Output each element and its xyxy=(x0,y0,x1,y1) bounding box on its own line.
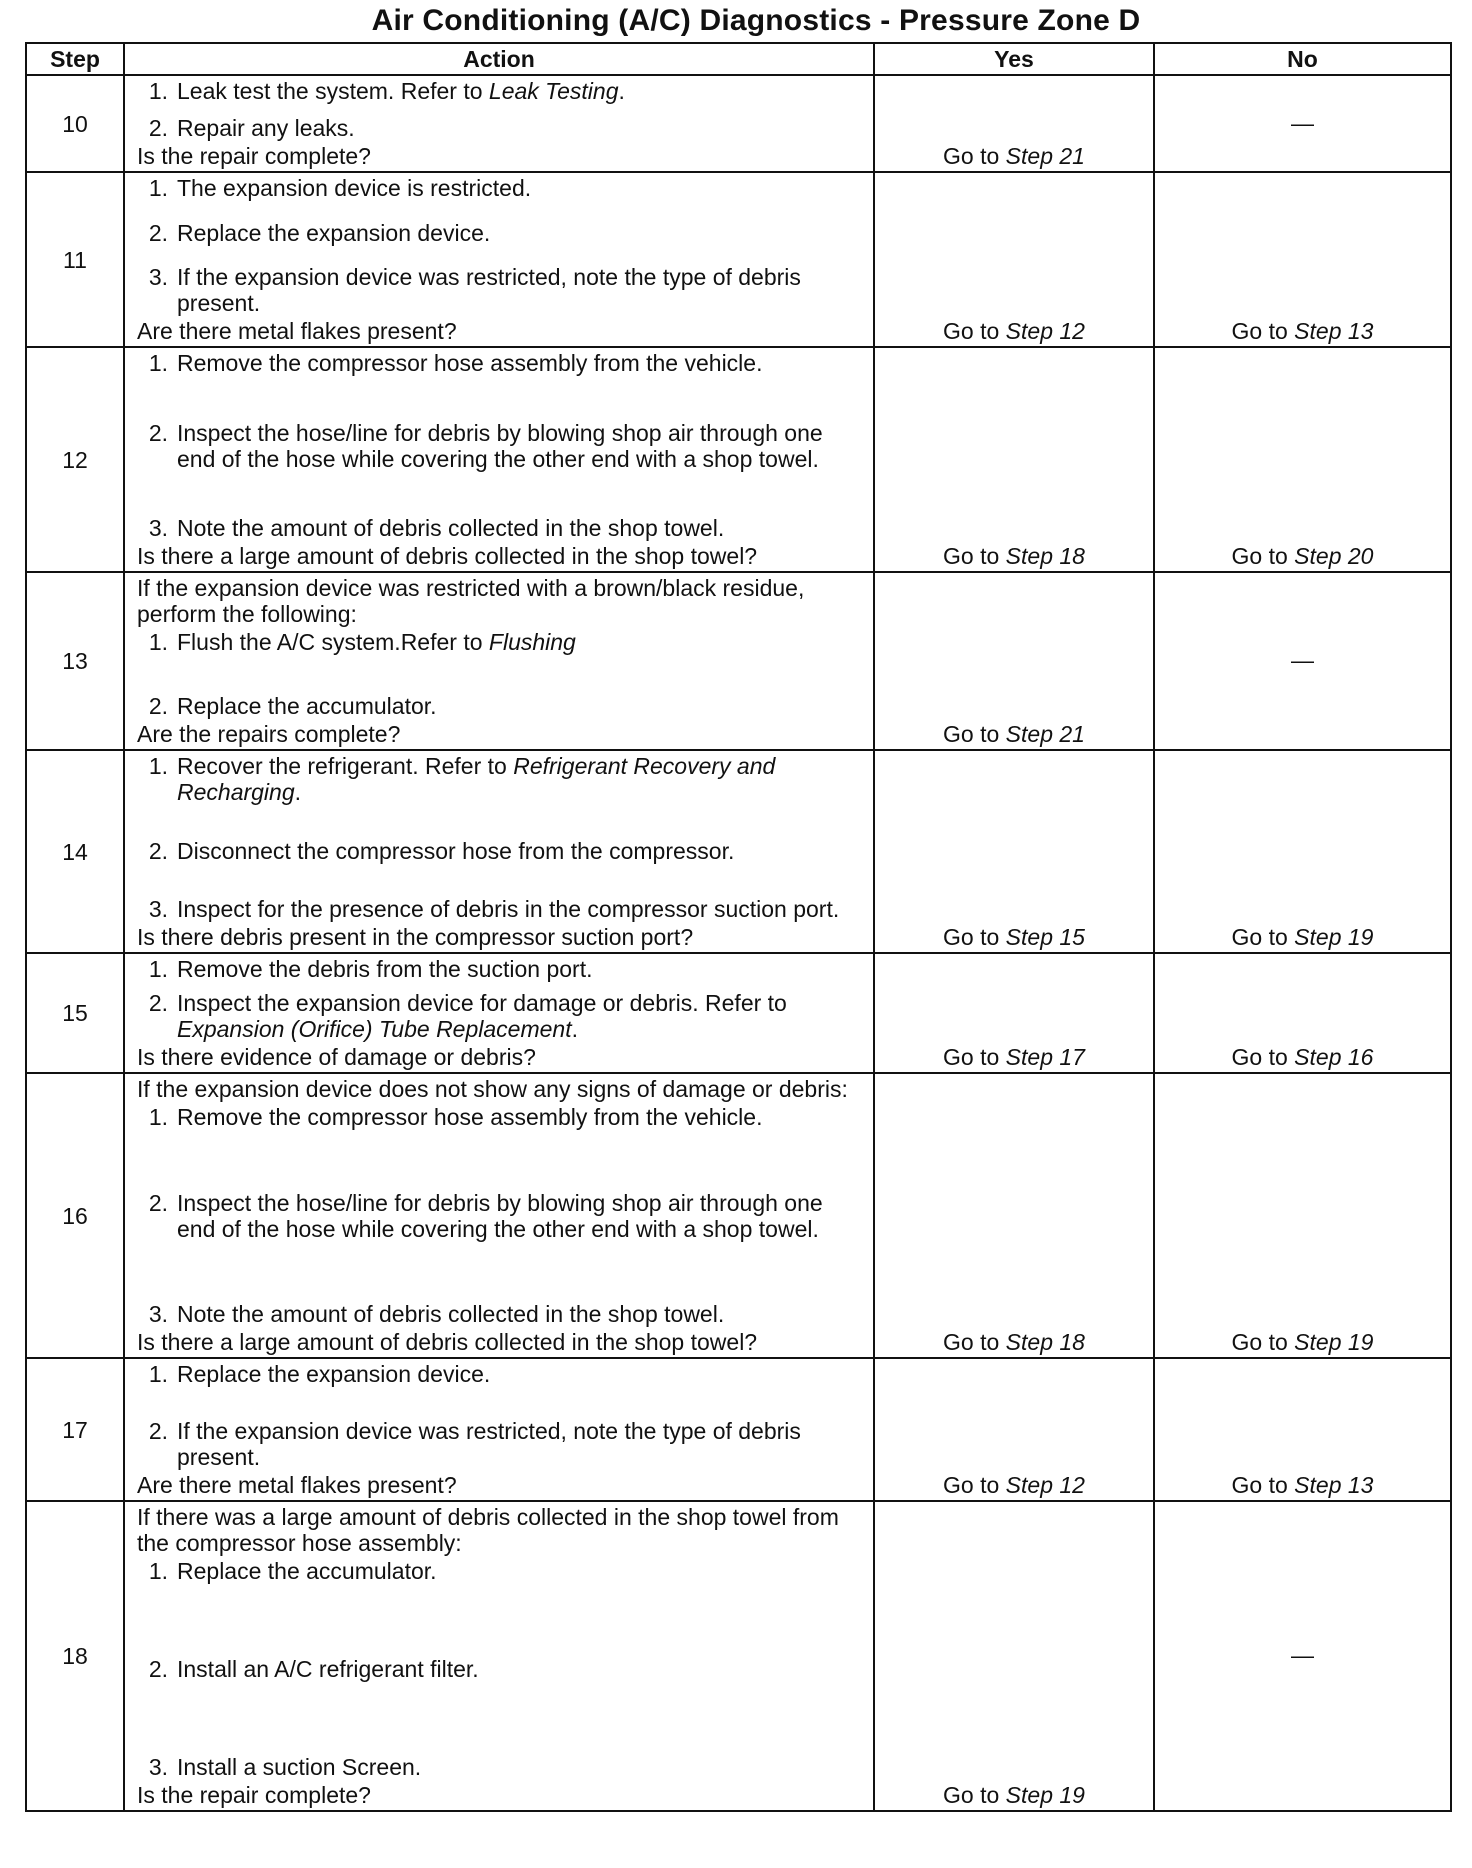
yes-goto xyxy=(943,1044,1085,1070)
action-item-body: Remove the debris from the suction port. xyxy=(177,956,593,982)
action-item-tail: . xyxy=(571,1016,578,1042)
goto-prefix: Go to xyxy=(943,924,1000,950)
action-cell xyxy=(124,75,874,172)
action-item-tail: . xyxy=(294,779,302,805)
action-item-text xyxy=(177,1104,861,1130)
goto-prefix: Go to xyxy=(943,143,1000,169)
yes-target-step: Step 12 xyxy=(1005,1472,1085,1498)
action-item-body: Disconnect the compressor hose from the compressor. xyxy=(177,837,735,864)
action-cell xyxy=(124,172,874,347)
goto-prefix: Go to xyxy=(1231,1329,1288,1355)
yes-goto xyxy=(943,924,1085,950)
yes-cell xyxy=(874,572,1154,750)
action-item xyxy=(137,515,861,541)
no-goto xyxy=(1232,1044,1374,1070)
action-list xyxy=(137,1558,861,1780)
yes-target-step: Step 15 xyxy=(1005,924,1085,950)
action-item-body: Replace the accumulator. xyxy=(177,1558,437,1584)
goto-prefix: Go to xyxy=(943,721,1000,747)
action-item-number: 1. xyxy=(148,175,168,201)
action-item xyxy=(137,838,861,864)
yes-target-step: Step 18 xyxy=(1005,543,1085,569)
table-row xyxy=(26,1358,1451,1501)
yes-goto xyxy=(943,1329,1085,1355)
no-target-step: Step 16 xyxy=(1294,1044,1374,1070)
action-item-body: Repair any leaks. xyxy=(177,115,355,141)
action-item-number: 1. xyxy=(148,956,168,982)
action-item-text xyxy=(177,115,861,141)
action-item-number: 2. xyxy=(148,1189,168,1216)
yes-goto xyxy=(943,1782,1085,1808)
table-row xyxy=(26,172,1451,347)
yes-target-step: Step 12 xyxy=(1005,318,1085,344)
action-item-number: 3. xyxy=(148,1301,168,1327)
action-content xyxy=(137,575,861,747)
action-question: Are there metal flakes present? xyxy=(137,1472,457,1498)
action-item-body: Replace the expansion device. xyxy=(177,1361,491,1387)
page-title: Air Conditioning (A/C) Diagnostics - Pressure Zone D xyxy=(371,4,1141,37)
action-cell xyxy=(124,750,874,953)
action-content xyxy=(137,1076,861,1355)
action-item-number: 2. xyxy=(148,990,168,1016)
action-item-number: 1. xyxy=(148,350,168,376)
column-header-action: Action xyxy=(124,43,874,75)
yes-cell xyxy=(874,75,1154,172)
action-item xyxy=(137,1361,861,1387)
table-row xyxy=(26,953,1451,1073)
procedure-reference: Expansion (Orifice) Tube Replacement xyxy=(177,1016,572,1042)
column-header-step: Step xyxy=(26,43,124,75)
step-number: 17 xyxy=(26,1358,124,1501)
action-item-text xyxy=(177,1418,861,1470)
yes-goto xyxy=(943,1472,1085,1498)
action-item-text xyxy=(177,420,861,472)
action-item xyxy=(137,78,861,104)
action-question: Is the repair complete? xyxy=(137,1782,371,1808)
procedure-reference: Flushing xyxy=(488,629,576,655)
action-item xyxy=(137,1754,861,1780)
action-item-body: Flush the A/C system.Refer to xyxy=(177,629,489,655)
action-item xyxy=(137,753,861,805)
action-item-body: Inspect for the presence of debris in the compressor suction port. xyxy=(177,896,840,922)
action-cell xyxy=(124,347,874,572)
step-number: 10 xyxy=(26,75,124,172)
not-applicable-dash: — xyxy=(1291,109,1314,136)
procedure-reference: Leak Testing xyxy=(488,78,619,104)
yes-cell xyxy=(874,953,1154,1073)
action-cell xyxy=(124,1501,874,1811)
step-number: 14 xyxy=(26,750,124,953)
goto-prefix: Go to xyxy=(943,1472,1000,1498)
yes-cell xyxy=(874,1501,1154,1811)
action-item-number: 1. xyxy=(148,1361,168,1387)
action-item-number: 1. xyxy=(148,753,168,779)
action-item xyxy=(137,1301,861,1327)
goto-prefix: Go to xyxy=(943,1782,1000,1808)
action-item xyxy=(137,629,861,655)
action-question: Is there debris present in the compressor suction port? xyxy=(137,924,694,950)
action-item-number: 3. xyxy=(148,896,168,922)
action-item-body: Inspect the expansion device for damage or debris. Refer to xyxy=(177,990,787,1016)
action-item xyxy=(137,990,861,1042)
action-list xyxy=(137,956,861,1042)
action-list xyxy=(137,1104,861,1327)
action-item-number: 2. xyxy=(148,419,168,446)
action-item-text xyxy=(177,515,861,541)
action-cell xyxy=(124,572,874,750)
table-row xyxy=(26,750,1451,953)
action-content xyxy=(137,753,861,950)
action-list xyxy=(137,1361,861,1470)
table-row xyxy=(26,1073,1451,1358)
goto-prefix: Go to xyxy=(1231,1044,1288,1070)
action-item-body: Remove the compressor hose assembly from the vehicle. xyxy=(177,350,763,376)
action-item-number: 1. xyxy=(148,1104,168,1130)
no-target-step: Step 19 xyxy=(1294,924,1374,950)
action-item-text xyxy=(177,1558,861,1584)
action-item-body: If the expansion device was restricted, note the type of debris present. xyxy=(177,264,801,316)
table-row xyxy=(26,1501,1451,1811)
action-list xyxy=(137,175,861,316)
no-target-step: Step 13 xyxy=(1294,318,1374,344)
no-cell xyxy=(1154,172,1451,347)
action-list xyxy=(137,629,861,719)
action-question: Is there a large amount of debris collected in the shop towel? xyxy=(137,543,758,569)
table-body xyxy=(26,75,1451,1811)
goto-prefix: Go to xyxy=(943,1044,1000,1070)
action-item-text xyxy=(177,1656,861,1682)
action-item-text xyxy=(177,1190,861,1242)
yes-target-step: Step 21 xyxy=(1005,143,1085,169)
step-number: 18 xyxy=(26,1501,124,1811)
action-list xyxy=(137,350,861,541)
action-item-number: 2. xyxy=(148,1656,168,1682)
yes-cell xyxy=(874,1358,1154,1501)
action-question: Is there a large amount of debris collected in the shop towel? xyxy=(137,1329,758,1355)
yes-target-step: Step 21 xyxy=(1005,721,1085,747)
action-cell xyxy=(124,1073,874,1358)
action-item-body: Recover the refrigerant. Refer to xyxy=(177,753,514,779)
action-item-number: 3. xyxy=(148,515,168,541)
action-item-body: Install a suction Screen. xyxy=(177,1754,422,1780)
yes-target-step: Step 19 xyxy=(1005,1782,1085,1808)
no-cell xyxy=(1154,1358,1451,1501)
action-item xyxy=(137,220,861,246)
no-goto xyxy=(1232,924,1374,950)
step-number: 15 xyxy=(26,953,124,1073)
action-question: Are the repairs complete? xyxy=(137,721,401,747)
action-item-body: Inspect the hose/line for debris by blowing shop air through one end of the hose while covering the other end with a shop towel. xyxy=(177,1189,823,1242)
step-number: 16 xyxy=(26,1073,124,1358)
action-item-text xyxy=(177,264,861,316)
action-item-text xyxy=(177,753,861,805)
no-cell xyxy=(1154,75,1451,172)
action-item xyxy=(137,1104,861,1130)
action-item xyxy=(137,420,861,472)
action-item-number: 2. xyxy=(148,693,168,719)
action-item-body: Remove the compressor hose assembly from the vehicle. xyxy=(177,1104,763,1130)
action-item-body: Leak test the system. Refer to xyxy=(177,78,489,104)
action-item-text xyxy=(177,956,861,982)
action-question: Is there evidence of damage or debris? xyxy=(137,1044,536,1070)
action-item-number: 2. xyxy=(148,219,168,246)
action-question: Is the repair complete? xyxy=(137,143,371,169)
action-list xyxy=(137,753,861,922)
action-item xyxy=(137,1190,861,1242)
action-item-body: The expansion device is restricted. xyxy=(177,175,532,201)
action-item-number: 1. xyxy=(148,1558,168,1584)
yes-target-step: Step 17 xyxy=(1005,1044,1085,1070)
goto-prefix: Go to xyxy=(1231,924,1288,950)
action-item xyxy=(137,175,861,201)
action-content xyxy=(137,175,861,344)
step-number: 12 xyxy=(26,347,124,572)
action-item-tail: . xyxy=(618,78,625,104)
not-applicable-dash: — xyxy=(1291,647,1314,673)
no-target-step: Step 20 xyxy=(1294,543,1374,569)
yes-cell xyxy=(874,750,1154,953)
action-item xyxy=(137,264,861,316)
action-item-text xyxy=(177,990,861,1042)
not-applicable-dash: — xyxy=(1291,1642,1314,1668)
goto-prefix: Go to xyxy=(943,543,1000,569)
goto-prefix: Go to xyxy=(1231,543,1288,569)
action-item xyxy=(137,1656,861,1682)
action-item-body: If the expansion device was restricted, note the type of debris present. xyxy=(177,1418,801,1470)
action-item-text xyxy=(177,1361,861,1387)
action-item-number: 2. xyxy=(148,1418,168,1444)
action-intro: If there was a large amount of debris collected in the shop towel from the compressor hose assembly: xyxy=(137,1504,839,1556)
yes-goto xyxy=(943,318,1085,344)
yes-cell xyxy=(874,1073,1154,1358)
action-item-text xyxy=(177,1301,861,1327)
action-item-number: 3. xyxy=(148,264,168,290)
action-item-body: Install an A/C refrigerant filter. xyxy=(177,1656,479,1682)
no-goto xyxy=(1232,1472,1374,1498)
action-cell xyxy=(124,1358,874,1501)
no-goto xyxy=(1232,543,1374,569)
action-item-text xyxy=(177,350,861,376)
action-item-number: 1. xyxy=(148,78,168,104)
action-content xyxy=(137,1361,861,1498)
action-item xyxy=(137,350,861,376)
yes-cell xyxy=(874,347,1154,572)
step-number: 13 xyxy=(26,572,124,750)
yes-cell xyxy=(874,172,1154,347)
action-item-text xyxy=(177,838,861,864)
action-list xyxy=(137,78,861,141)
no-target-step: Step 19 xyxy=(1294,1329,1374,1355)
goto-prefix: Go to xyxy=(1231,1472,1288,1498)
action-item-number: 1. xyxy=(148,629,168,655)
no-cell xyxy=(1154,953,1451,1073)
action-item-text xyxy=(177,220,861,246)
table-row xyxy=(26,347,1451,572)
action-item-body: Note the amount of debris collected in the shop towel. xyxy=(177,515,725,541)
yes-target-step: Step 18 xyxy=(1005,1329,1085,1355)
action-item-number: 3. xyxy=(148,1754,168,1780)
no-cell xyxy=(1154,750,1451,953)
action-item-text xyxy=(177,629,861,655)
action-item xyxy=(137,693,861,719)
table-row xyxy=(26,572,1451,750)
action-item-number: 2. xyxy=(148,115,168,141)
action-item-text xyxy=(177,1754,861,1780)
no-target-step: Step 13 xyxy=(1294,1472,1374,1498)
table-row xyxy=(26,75,1451,172)
action-item xyxy=(137,1418,861,1470)
action-content xyxy=(137,350,861,569)
goto-prefix: Go to xyxy=(1231,318,1288,344)
no-cell xyxy=(1154,572,1451,750)
action-content xyxy=(137,1504,861,1808)
procedure-reference: Refrigerant Recovery and Recharging xyxy=(177,753,776,805)
action-item-body: Note the amount of debris collected in the shop towel. xyxy=(177,1301,725,1327)
action-cell xyxy=(124,953,874,1073)
yes-goto xyxy=(943,543,1085,569)
no-cell xyxy=(1154,1073,1451,1358)
yes-goto xyxy=(943,721,1085,747)
action-item xyxy=(137,896,861,922)
step-number: 11 xyxy=(26,172,124,347)
action-content xyxy=(137,956,861,1070)
no-cell xyxy=(1154,347,1451,572)
action-intro: If the expansion device was restricted with a brown/black residue, perform the following: xyxy=(137,575,805,627)
action-item-body: Replace the accumulator. xyxy=(177,693,437,719)
action-item-body: Inspect the hose/line for debris by blowing shop air through one end of the hose while covering the other end with a shop towel. xyxy=(177,419,823,472)
action-item-number: 2. xyxy=(148,837,168,864)
action-item-text xyxy=(177,175,861,201)
column-header-no: No xyxy=(1154,43,1451,75)
action-content xyxy=(137,78,861,169)
action-intro: If the expansion device does not show any signs of damage or debris: xyxy=(137,1076,848,1102)
no-cell xyxy=(1154,1501,1451,1811)
yes-goto xyxy=(943,143,1085,169)
action-item-body: Replace the expansion device. xyxy=(177,219,491,246)
action-item xyxy=(137,115,861,141)
action-item-text xyxy=(177,896,861,922)
action-item-text xyxy=(177,78,861,104)
action-question: Are there metal flakes present? xyxy=(137,318,457,344)
no-goto xyxy=(1232,318,1374,344)
goto-prefix: Go to xyxy=(943,1329,1000,1355)
table-header-row xyxy=(26,43,1451,75)
action-item xyxy=(137,956,861,982)
action-item-text xyxy=(177,693,861,719)
column-header-yes: Yes xyxy=(874,43,1154,75)
diagnostic-table xyxy=(25,42,1452,1812)
action-item xyxy=(137,1558,861,1584)
goto-prefix: Go to xyxy=(943,318,1000,344)
no-goto xyxy=(1232,1329,1374,1355)
